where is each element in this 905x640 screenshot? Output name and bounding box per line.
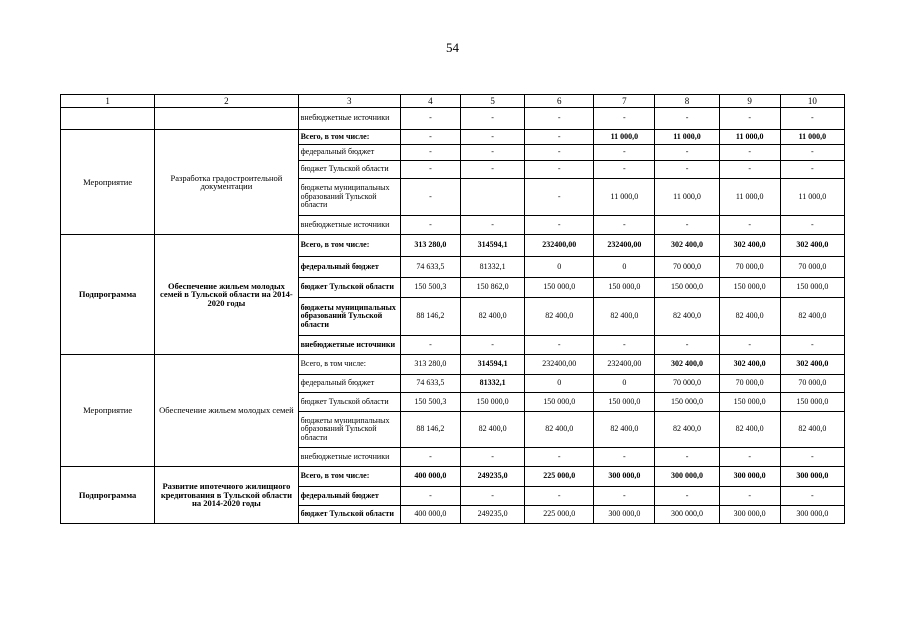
amount-cell: 150 000,0: [594, 278, 655, 298]
amount-cell: -: [655, 108, 719, 130]
amount-cell: 232400,00: [594, 355, 655, 375]
amount-cell: 82 400,0: [780, 412, 844, 448]
amount-cell: -: [525, 216, 594, 235]
amount-cell: 300 000,0: [655, 467, 719, 487]
amount-cell: -: [594, 145, 655, 161]
amount-cell: 225 000,0: [525, 506, 594, 524]
amount-cell: 313 280,0: [400, 355, 460, 375]
amount-cell: -: [780, 487, 844, 506]
amount-cell: -: [400, 336, 460, 355]
amount-cell: -: [525, 487, 594, 506]
amount-cell: 232400,00: [525, 355, 594, 375]
amount-cell: [460, 179, 524, 216]
funding-source: федеральный бюджет: [298, 145, 400, 161]
amount-cell: 300 000,0: [594, 467, 655, 487]
amount-cell: 249235,0: [460, 506, 524, 524]
amount-cell: 302 400,0: [719, 235, 780, 257]
header-row: [61, 95, 845, 108]
amount-cell: 150 000,0: [594, 393, 655, 412]
amount-cell: -: [780, 336, 844, 355]
amount-cell: -: [594, 216, 655, 235]
amount-cell: 82 400,0: [525, 412, 594, 448]
amount-cell: 302 400,0: [655, 235, 719, 257]
amount-cell: 82 400,0: [525, 298, 594, 336]
amount-cell: -: [655, 145, 719, 161]
amount-cell: -: [655, 487, 719, 506]
row-title: [155, 108, 298, 130]
amount-cell: -: [719, 108, 780, 130]
column-header: 7: [594, 95, 655, 108]
amount-cell: 313 280,0: [400, 235, 460, 257]
funding-source: бюджеты муниципальных образований Тульской области: [298, 412, 400, 448]
amount-cell: 82 400,0: [460, 412, 524, 448]
funding-source: внебюджетные источники: [298, 216, 400, 235]
amount-cell: -: [719, 216, 780, 235]
amount-cell: -: [594, 161, 655, 179]
column-header: 10: [780, 95, 844, 108]
amount-cell: -: [525, 108, 594, 130]
amount-cell: 0: [594, 257, 655, 278]
amount-cell: 11 000,0: [780, 179, 844, 216]
table-row: [61, 467, 845, 487]
amount-cell: -: [400, 161, 460, 179]
amount-cell: 81332,1: [460, 257, 524, 278]
amount-cell: -: [594, 336, 655, 355]
amount-cell: -: [400, 487, 460, 506]
amount-cell: -: [400, 179, 460, 216]
amount-cell: 82 400,0: [655, 298, 719, 336]
funding-source: внебюджетные источники: [298, 108, 400, 130]
amount-cell: 150 500,3: [400, 278, 460, 298]
amount-cell: 0: [525, 257, 594, 278]
amount-cell: 81332,1: [460, 375, 524, 393]
amount-cell: 400 000,0: [400, 467, 460, 487]
amount-cell: 314594,1: [460, 235, 524, 257]
amount-cell: 249235,0: [460, 467, 524, 487]
amount-cell: -: [780, 108, 844, 130]
funding-source: федеральный бюджет: [298, 257, 400, 278]
amount-cell: -: [594, 108, 655, 130]
page-number: 54: [446, 40, 459, 55]
amount-cell: 150 000,0: [719, 393, 780, 412]
funding-source: федеральный бюджет: [298, 375, 400, 393]
amount-cell: 82 400,0: [655, 412, 719, 448]
row-category: [61, 108, 155, 130]
amount-cell: 150 000,0: [460, 393, 524, 412]
column-header: 9: [719, 95, 780, 108]
amount-cell: 70 000,0: [780, 257, 844, 278]
amount-cell: -: [400, 108, 460, 130]
amount-cell: -: [400, 130, 460, 145]
amount-cell: -: [400, 145, 460, 161]
funding-source: бюджеты муниципальных образований Тульской области: [298, 179, 400, 216]
amount-cell: -: [400, 448, 460, 467]
amount-cell: 88 146,2: [400, 412, 460, 448]
amount-cell: 150 000,0: [655, 393, 719, 412]
amount-cell: 82 400,0: [780, 298, 844, 336]
row-category: Мероприятие: [61, 355, 155, 467]
table-row: [61, 355, 845, 375]
column-header: 1: [61, 95, 155, 108]
amount-cell: -: [460, 130, 524, 145]
amount-cell: 302 400,0: [780, 235, 844, 257]
amount-cell: -: [525, 145, 594, 161]
amount-cell: 300 000,0: [780, 467, 844, 487]
amount-cell: 11 000,0: [594, 179, 655, 216]
amount-cell: 70 000,0: [655, 257, 719, 278]
amount-cell: 150 862,0: [460, 278, 524, 298]
row-title: Обеспечение жильем молодых семей в Тульской области на 2014-2020 годы: [155, 235, 298, 355]
amount-cell: -: [655, 336, 719, 355]
amount-cell: 0: [594, 375, 655, 393]
amount-cell: 150 000,0: [780, 278, 844, 298]
amount-cell: 0: [525, 375, 594, 393]
amount-cell: 302 400,0: [780, 355, 844, 375]
amount-cell: 400 000,0: [400, 506, 460, 524]
funding-source: федеральный бюджет: [298, 487, 400, 506]
amount-cell: 11 000,0: [719, 130, 780, 145]
amount-cell: 225 000,0: [525, 467, 594, 487]
amount-cell: -: [780, 145, 844, 161]
amount-cell: -: [460, 487, 524, 506]
column-header: 5: [460, 95, 524, 108]
amount-cell: -: [525, 336, 594, 355]
amount-cell: -: [594, 487, 655, 506]
amount-cell: 11 000,0: [594, 130, 655, 145]
amount-cell: 82 400,0: [594, 412, 655, 448]
funding-source: Всего, в том числе:: [298, 355, 400, 375]
amount-cell: -: [719, 448, 780, 467]
column-header: 4: [400, 95, 460, 108]
amount-cell: -: [719, 161, 780, 179]
amount-cell: -: [460, 108, 524, 130]
amount-cell: -: [525, 448, 594, 467]
amount-cell: -: [780, 161, 844, 179]
amount-cell: 82 400,0: [460, 298, 524, 336]
funding-source: Всего, в том числе:: [298, 130, 400, 145]
amount-cell: -: [525, 130, 594, 145]
amount-cell: 11 000,0: [719, 179, 780, 216]
row-category: Мероприятие: [61, 130, 155, 235]
amount-cell: 150 000,0: [525, 278, 594, 298]
amount-cell: 302 400,0: [719, 355, 780, 375]
amount-cell: -: [655, 216, 719, 235]
column-header: 6: [525, 95, 594, 108]
table-row: [61, 130, 845, 145]
column-header: 8: [655, 95, 719, 108]
row-category: Подпрограмма: [61, 467, 155, 524]
amount-cell: 150 000,0: [525, 393, 594, 412]
funding-source: бюджет Тульской области: [298, 161, 400, 179]
amount-cell: -: [460, 448, 524, 467]
amount-cell: 300 000,0: [719, 467, 780, 487]
amount-cell: 82 400,0: [719, 298, 780, 336]
row-title: Обеспечение жильем молодых семей: [155, 355, 298, 467]
amount-cell: 70 000,0: [719, 375, 780, 393]
amount-cell: 300 000,0: [780, 506, 844, 524]
funding-source: бюджеты муниципальных образований Тульской области: [298, 298, 400, 336]
amount-cell: 82 400,0: [719, 412, 780, 448]
amount-cell: 232400,00: [594, 235, 655, 257]
amount-cell: -: [655, 448, 719, 467]
amount-cell: -: [460, 161, 524, 179]
funding-source: Всего, в том числе:: [298, 467, 400, 487]
amount-cell: 300 000,0: [594, 506, 655, 524]
amount-cell: 70 000,0: [655, 375, 719, 393]
amount-cell: 150 000,0: [655, 278, 719, 298]
amount-cell: -: [460, 216, 524, 235]
amount-cell: 74 633,5: [400, 375, 460, 393]
amount-cell: 70 000,0: [719, 257, 780, 278]
amount-cell: -: [719, 487, 780, 506]
amount-cell: 300 000,0: [719, 506, 780, 524]
row-title: Разработка градостроительной документации: [155, 130, 298, 235]
funding-source: внебюджетные источники: [298, 448, 400, 467]
amount-cell: 232400,00: [525, 235, 594, 257]
amount-cell: 88 146,2: [400, 298, 460, 336]
amount-cell: 70 000,0: [780, 375, 844, 393]
funding-source: внебюджетные источники: [298, 336, 400, 355]
row-title: Развитие ипотечного жилищного кредитования в Тульской области на 2014-2020 годы: [155, 467, 298, 524]
amount-cell: -: [525, 179, 594, 216]
column-header: 2: [155, 95, 298, 108]
funding-source: бюджет Тульской области: [298, 278, 400, 298]
budget-table: [60, 94, 845, 524]
amount-cell: 150 500,3: [400, 393, 460, 412]
amount-cell: -: [460, 336, 524, 355]
amount-cell: 302 400,0: [655, 355, 719, 375]
amount-cell: 82 400,0: [594, 298, 655, 336]
amount-cell: -: [780, 216, 844, 235]
amount-cell: -: [400, 216, 460, 235]
amount-cell: 314594,1: [460, 355, 524, 375]
amount-cell: 11 000,0: [780, 130, 844, 145]
amount-cell: -: [525, 161, 594, 179]
amount-cell: -: [655, 161, 719, 179]
amount-cell: 74 633,5: [400, 257, 460, 278]
table-row: [61, 108, 845, 130]
amount-cell: -: [719, 336, 780, 355]
funding-source: Всего, в том числе:: [298, 235, 400, 257]
column-header: 3: [298, 95, 400, 108]
amount-cell: -: [780, 448, 844, 467]
funding-source: бюджет Тульской области: [298, 393, 400, 412]
funding-source: бюджет Тульской области: [298, 506, 400, 524]
amount-cell: -: [719, 145, 780, 161]
row-category: Подпрограмма: [61, 235, 155, 355]
amount-cell: 11 000,0: [655, 179, 719, 216]
amount-cell: -: [594, 448, 655, 467]
amount-cell: 300 000,0: [655, 506, 719, 524]
amount-cell: 150 000,0: [780, 393, 844, 412]
amount-cell: 150 000,0: [719, 278, 780, 298]
amount-cell: 11 000,0: [655, 130, 719, 145]
table-row: [61, 235, 845, 257]
amount-cell: -: [460, 145, 524, 161]
